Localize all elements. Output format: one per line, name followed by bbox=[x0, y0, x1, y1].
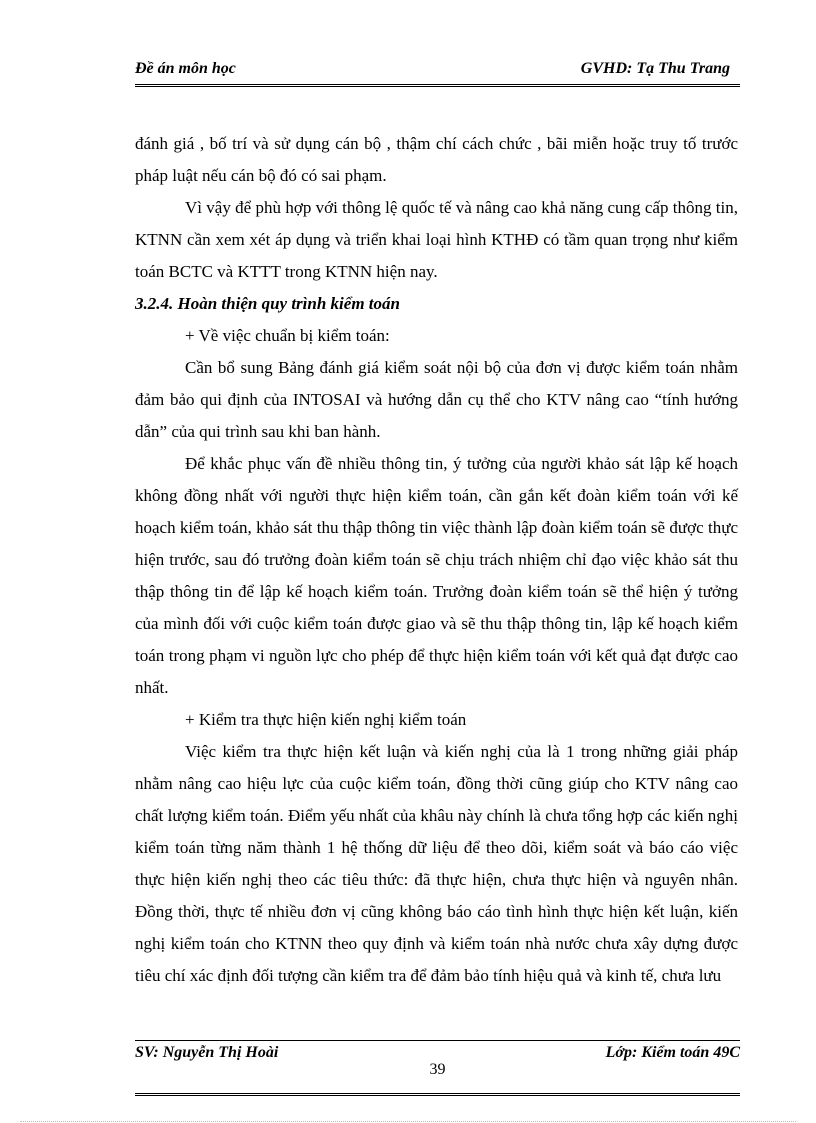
paragraph: Để khắc phục vấn đề nhiều thông tin, ý tưởng của người khảo sát lập kế hoạch không đồng nhất với người thực hiện kiểm toán, cần gắn kết đoàn kiểm toán với kế hoạch kiểm toán, khảo sát thu thập thông tin việc thành lập đoàn kiểm toán sẽ được thực hiện trước, sau đó trưởng đoàn kiểm toán sẽ chịu trách nhiệm chỉ đạo việc khảo sát thu thập thông tin để lập kế hoạch kiểm toán. Trưởng đoàn kiểm toán sẽ thể hiện ý tưởng của mình đối với cuộc kiểm toán được giao và sẽ thu thập thông tin, lập kế hoạch kiểm toán trong phạm vi nguồn lực cho phép để thực hiện kiểm toán với kết quả đạt được cao nhất. bbox=[135, 454, 738, 697]
footer-class: Lớp: Kiểm toán 49C bbox=[605, 1044, 740, 1061]
paragraph: Cần bổ sung Bảng đánh giá kiểm soát nội bộ của đơn vị được kiểm toán nhằm đảm bảo qui định của INTOSAI và hướng dẫn cụ thể cho KTV nâng cao “tính hướng dẫn” của qui trình sau khi ban hành. bbox=[135, 358, 738, 441]
document-body bbox=[135, 128, 738, 992]
paragraph-continuation: đánh giá , bố trí và sử dụng cán bộ , thậm chí cách chức , bãi miễn hoặc truy tố trước pháp luật nếu cán bộ đó có sai phạm. bbox=[135, 134, 738, 185]
footer-student-name: SV: Nguyễn Thị Hoài bbox=[135, 1044, 279, 1061]
paragraph: Vì vậy để phù hợp với thông lệ quốc tế và nâng cao khả năng cung cấp thông tin, KTNN cần xem xét áp dụng và triển khai loại hình KTHĐ có tầm quan trọng như kiểm toán BCTC và KTTT trong KTNN hiện nay. bbox=[135, 198, 738, 281]
section-heading: 3.2.4. Hoàn thiện quy trình kiểm toán bbox=[135, 294, 400, 313]
bullet-paragraph: + Về việc chuẩn bị kiểm toán: bbox=[185, 326, 390, 345]
paragraph: Việc kiểm tra thực hiện kết luận và kiến nghị của là 1 trong những giải pháp nhằm nâng cao hiệu lực của cuộc kiểm toán, đồng thời cũng giúp cho KTV nâng cao chất lượng kiểm toán. Điểm yếu nhất của khâu này chính là chưa tổng hợp các kiến nghị kiểm toán từng năm thành 1 hệ thống dữ liệu để theo dõi, kiểm soát và báo cáo việc thực hiện kiến nghị theo các tiêu thức: đã thực hiện, chưa thực hiện và nguyên nhân. Đồng thời, thực tế nhiều đơn vị cũng không báo cáo tình hình thực hiện kết luận, kiến nghị kiểm toán cho KTNN theo quy định và kiểm toán nhà nước chưa xây dựng được tiêu chí xác định đối tượng cần kiểm tra để đảm bảo tính hiệu quả và kinh tế, chưa lưu bbox=[135, 742, 738, 985]
page-header bbox=[135, 58, 740, 87]
bullet-paragraph: + Kiểm tra thực hiện kiến nghị kiểm toán bbox=[185, 710, 467, 729]
header-course-title: Đề án môn học bbox=[135, 60, 236, 77]
page-number: 39 bbox=[429, 1061, 446, 1078]
footer-divider bbox=[135, 1093, 740, 1096]
header-instructor: GVHD: Tạ Thu Trang bbox=[580, 60, 730, 77]
page-edge-divider bbox=[20, 1121, 796, 1122]
page-footer bbox=[135, 1040, 740, 1103]
